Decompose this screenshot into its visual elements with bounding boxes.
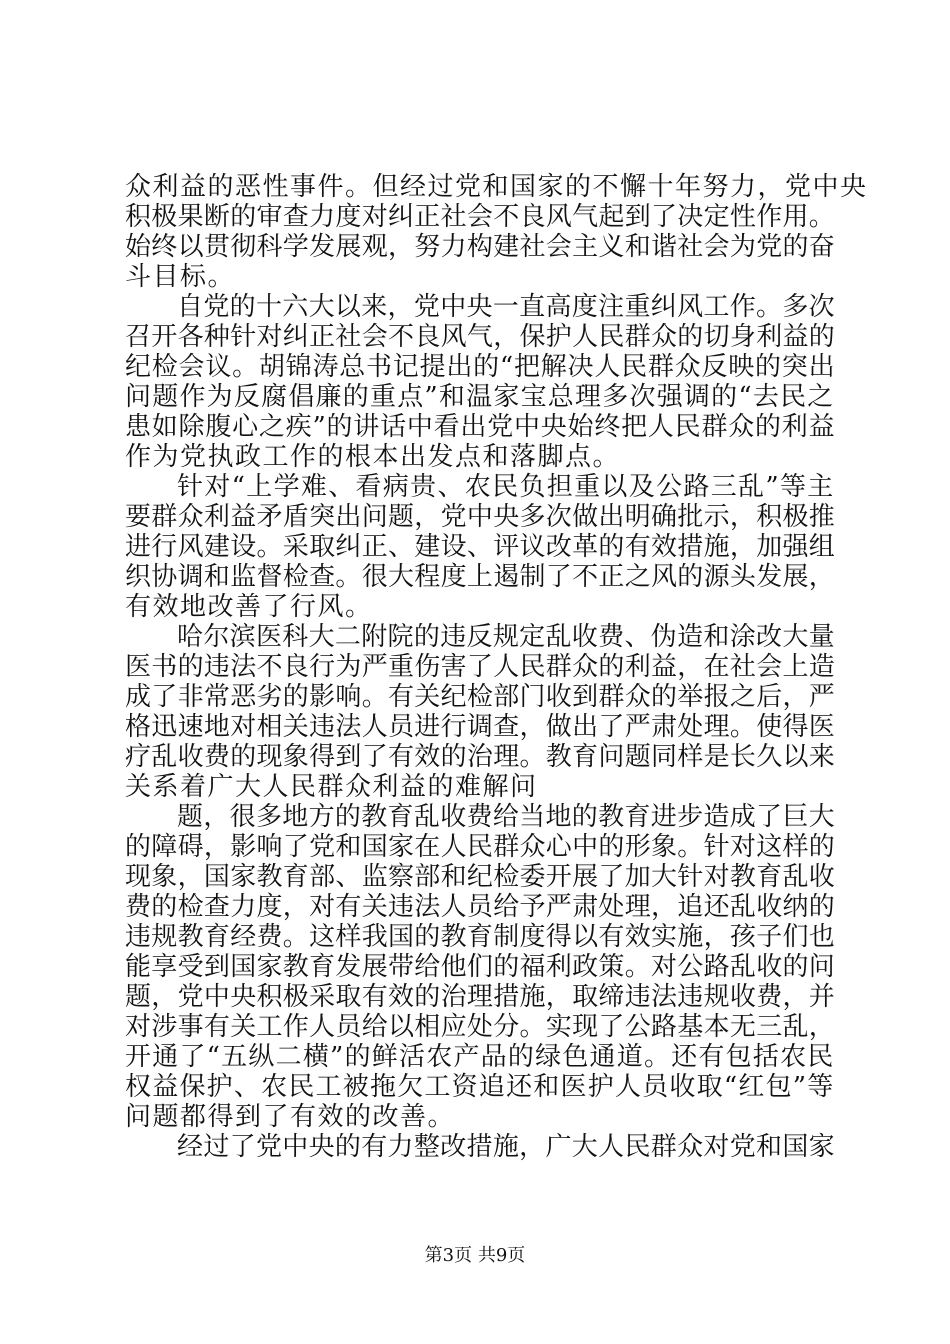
text-line: 作为党执政工作的根本出发点和落脚点。 — [125, 442, 621, 472]
paragraph-first-line: 针对“上学难、看病贵、农民负担重以及公路三乱”等主 — [177, 472, 835, 502]
text-line: 题，党中央积极采取有效的治理措施，取缔违法违规收费，并 — [125, 982, 836, 1012]
text-line: 费的检查力度，对有关违法人员给予严肃处理，追还乱收纳的 — [125, 892, 836, 922]
text-line: 能享受到国家教育发展带给他们的福利政策。对公路乱收的问 — [125, 952, 836, 982]
paragraph-first-line: 题，很多地方的教育乱收费给当地的教育进步造成了巨大 — [177, 802, 836, 832]
text-line: 有效地改善了行风。 — [125, 592, 373, 622]
page-number-footer: 第3页 共9页 — [424, 1245, 526, 1266]
paragraph-first-line: 经过了党中央的有力整改措施，广大人民群众对党和国家 — [177, 1132, 836, 1162]
paragraph-first-line: 自党的十六大以来，党中央一直高度注重纠风工作。多次 — [177, 292, 836, 322]
text-line: 对涉事有关工作人员给以相应处分。实现了公路基本无三乱， — [125, 1012, 836, 1042]
text-line: 进行风建设。采取纠正、建设、评议改革的有效措施，加强组 — [125, 532, 836, 562]
text-line: 开通了“五纵二横”的鲜活农产品的绿色通道。还有包括农民 — [125, 1042, 835, 1072]
text-line: 斗目标。 — [125, 262, 236, 292]
text-line: 积极果断的审查力度对纠正社会不良风气起到了决定性作用。 — [125, 202, 836, 232]
text-line: 医书的违法不良行为严重伤害了人民群众的利益，在社会上造 — [125, 652, 836, 682]
text-line: 众利益的恶性事件。但经过党和国家的不懈十年努力，党中央 — [125, 172, 868, 202]
text-line: 现象，国家教育部、监察部和纪检委开展了加大针对教育乱收 — [125, 862, 836, 892]
text-line: 始终以贯彻科学发展观，努力构建社会主义和谐社会为党的奋 — [125, 232, 836, 262]
text-line: 患如除腹心之疾”的讲话中看出党中央始终把人民群众的利益 — [125, 412, 836, 442]
text-line: 的障碍，影响了党和国家在人民群众心中的形象。针对这样的 — [125, 832, 836, 862]
text-line: 织协调和监督检查。很大程度上遏制了不正之风的源头发展， — [125, 562, 836, 592]
text-line: 权益保护、农民工被拖欠工资追还和医护人员收取“红包”等 — [125, 1072, 835, 1102]
text-line: 疗乱收费的现象得到了有效的治理。教育问题同样是长久以来 — [125, 742, 836, 772]
text-line: 格迅速地对相关违法人员进行调查，做出了严肃处理。使得医 — [125, 712, 836, 742]
text-line: 召开各种针对纠正社会不良风气，保护人民群众的切身利益的 — [125, 322, 836, 352]
text-line: 关系着广大人民群众利益的难解问 — [125, 772, 538, 802]
text-line: 问题作为反腐倡廉的重点”和温家宝总理多次强调的“去民之 — [125, 382, 835, 412]
text-line: 要群众利益矛盾突出问题，党中央多次做出明确批示，积极推 — [125, 502, 836, 532]
paragraph-first-line: 哈尔滨医科大二附院的违反规定乱收费、伪造和涂改大量 — [177, 622, 836, 652]
text-line: 问题都得到了有效的改善。 — [125, 1102, 456, 1132]
text-line: 违规教育经费。这样我国的教育制度得以有效实施，孩子们也 — [125, 922, 836, 952]
text-line: 纪检会议。胡锦涛总书记提出的“把解决人民群众反映的突出 — [125, 352, 836, 382]
text-line: 成了非常恶劣的影响。有关纪检部门收到群众的举报之后，严 — [125, 682, 836, 712]
